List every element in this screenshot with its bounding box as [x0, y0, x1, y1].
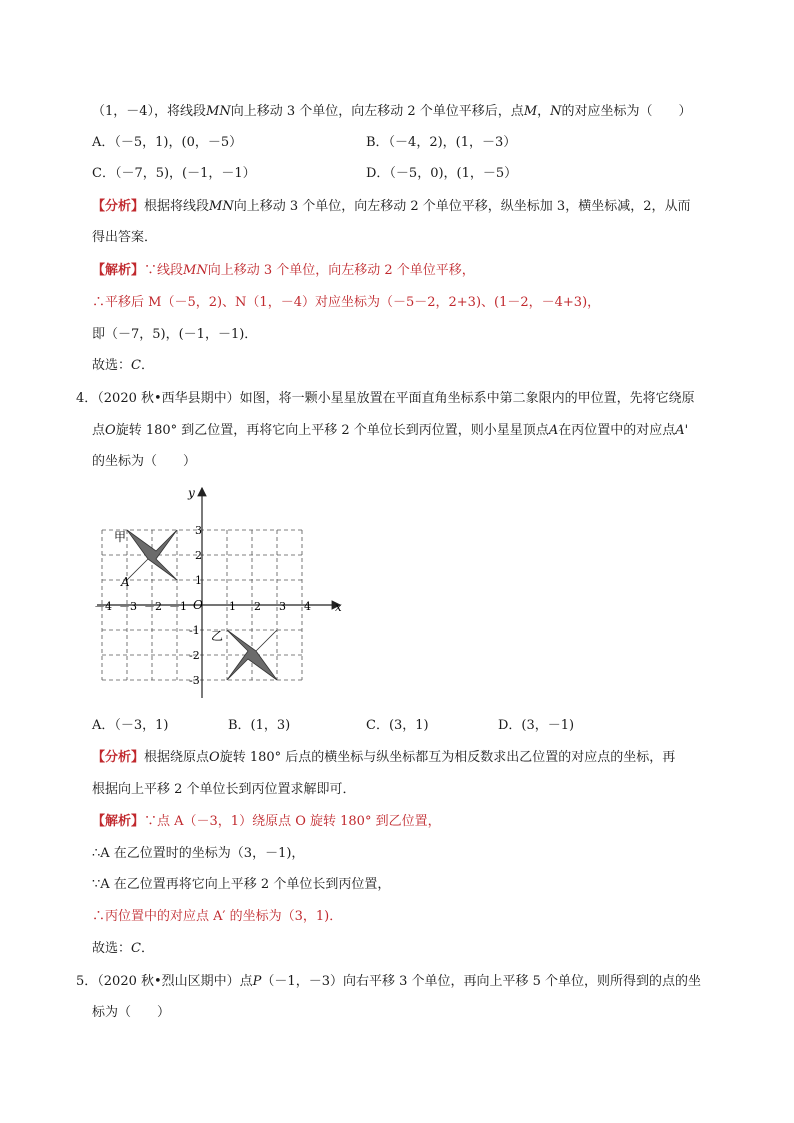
q3-option-d: D．（－5，0)，(1，－5） — [366, 166, 518, 181]
origin-label: O — [193, 598, 203, 612]
point-a-label: A — [121, 575, 130, 589]
q3-analysis: 【分析】根据将线段MN向上移动 3 个单位，向左移动 2 个单位平移，纵坐标加 3，横坐标减，2，从而 — [92, 199, 691, 214]
coordinate-figure — [92, 480, 352, 705]
y-tick: 1 — [195, 574, 202, 587]
jia-label: 甲 — [114, 530, 127, 544]
x-tick: 1 — [229, 600, 236, 613]
y-tick: 2 — [195, 549, 202, 562]
q3-stem: （1，－4），将线段MN向上移动 3 个单位，向左移动 2 个单位平移后，点M，N的对应坐标为（ ） — [92, 104, 692, 119]
x-tick: －4 — [94, 600, 112, 613]
q4-stem-line3: 的坐标为（ ） — [92, 454, 197, 469]
q3-option-c: C．（－7，5)，(－1，－1） — [92, 166, 256, 181]
q5-stem-line1: 5．（2020 秋•烈山区期中）点P（－1，－3）向右平移 3 个单位，再向上平移 5 个单位，则所得到的点的坐 — [76, 974, 702, 989]
q3-solution: 【解析】∵线段MN向上移动 3 个单位，向左移动 2 个单位平移， — [92, 263, 475, 278]
x-tick: －3 — [119, 600, 137, 613]
x-tick: 2 — [254, 600, 261, 613]
q4-analysis: 【分析】根据绕原点O旋转 180° 后点的横坐标与纵坐标都互为相反数求出乙位置的对应点的坐标，再 — [92, 750, 676, 765]
x-tick: －1 — [169, 600, 187, 613]
q4-answer: 故选：C． — [92, 941, 154, 956]
q3-solution-line3: 即（－7，5)，(－1，－1)． — [92, 327, 258, 342]
q3-solution-line2: ∴平移后 M（－5，2)、N（1，－4）对应坐标为（－5－2，2+3)、(1－2，－4+3)， — [92, 295, 601, 310]
q4-option-b: B．(1，3) — [228, 718, 291, 733]
q4-stem-line1: 4．（2020 秋•西华县期中）如图，将一颗小星星放置在平面直角坐标系中第二象限内的甲位置，先将它绕原 — [76, 391, 695, 406]
yi-label: 乙 — [211, 629, 224, 643]
q4-stem-line2: 点O旋转 180° 到乙位置，再将它向上平移 2 个单位长到丙位置，则小星星顶点A在丙位置中的对应点A' — [92, 423, 689, 438]
q4-option-d: D．(3，－1) — [498, 718, 575, 733]
y-tick: -2 — [189, 649, 200, 662]
q4-option-c: C．(3，1) — [366, 718, 429, 733]
y-tick: -3 — [189, 674, 200, 687]
x-tick: 3 — [279, 600, 286, 613]
q3-option-a: A．（－5，1)，(0，－5） — [92, 135, 243, 150]
q4-solution-line2: ∴A 在乙位置时的坐标为（3，－1)， — [92, 846, 305, 861]
q3-answer: 故选：C． — [92, 358, 154, 373]
q3-analysis-cont: 得出答案． — [92, 230, 158, 245]
q4-solution-line3: ∵A 在乙位置再将它向上平移 2 个单位长到丙位置， — [92, 877, 391, 892]
q3-option-b: B．（－4，2)，(1，－3） — [366, 135, 517, 150]
x-axis-label: x — [335, 600, 342, 614]
q5-stem-line2: 标为（ ） — [92, 1005, 171, 1020]
q4-option-a: A．（－3，1) — [92, 718, 169, 733]
x-tick: 4 — [304, 600, 311, 613]
q4-solution: 【解析】∵点 A（－3，1）绕原点 O 旋转 180° 到乙位置， — [92, 814, 441, 829]
x-tick: －2 — [144, 600, 162, 613]
y-axis-label: y — [188, 486, 195, 500]
y-tick: -1 — [189, 624, 200, 637]
q4-analysis-cont: 根据向上平移 2 个单位长到丙位置求解即可． — [92, 782, 356, 797]
y-tick: 3 — [195, 524, 202, 537]
q4-solution-line4: ∴丙位置中的对应点 A′ 的坐标为（3，1)． — [92, 909, 343, 924]
